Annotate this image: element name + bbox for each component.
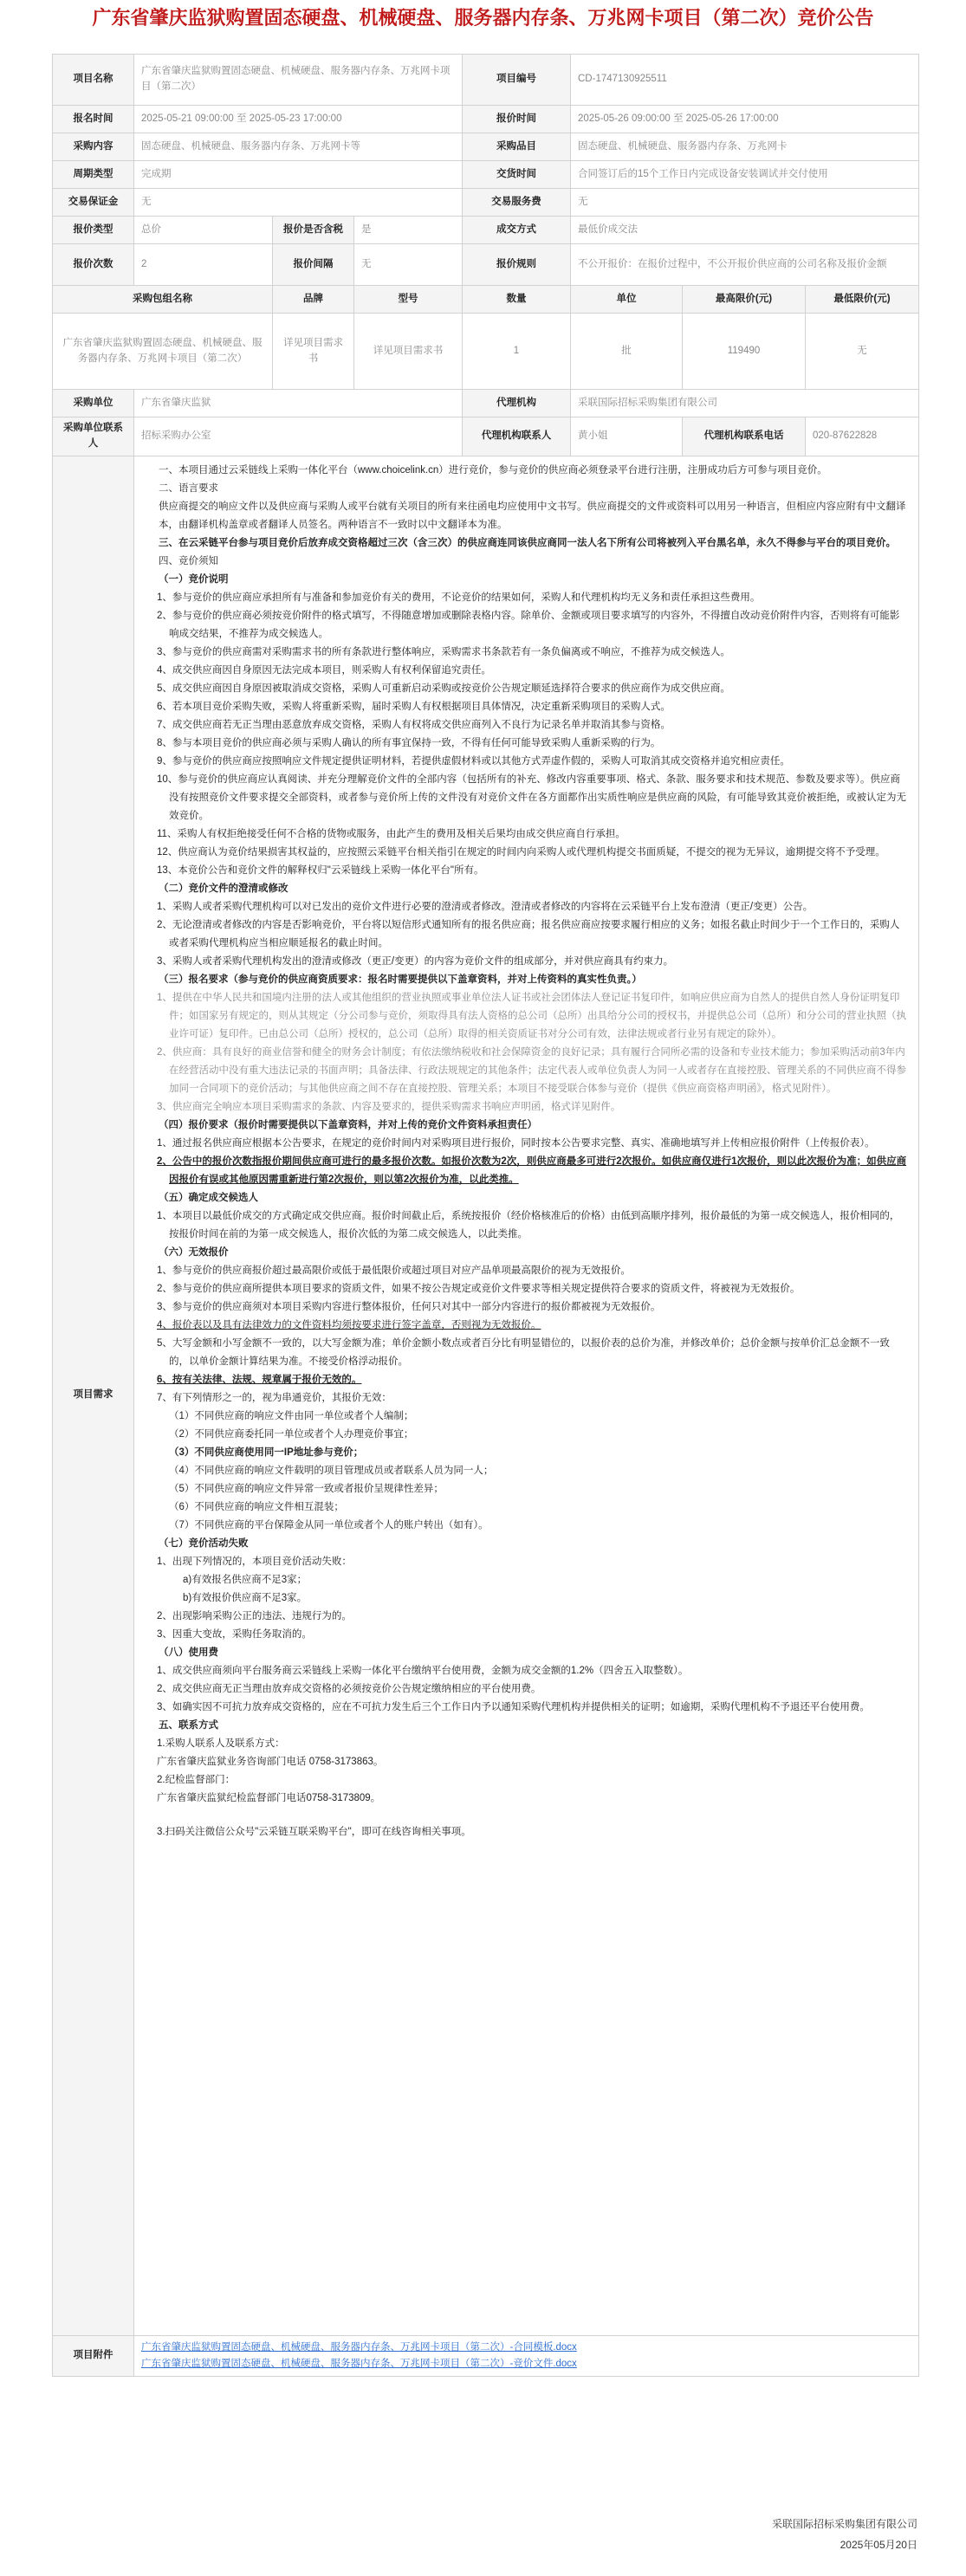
contact-label: 采购单位联系人 xyxy=(53,417,134,456)
bid-type-value: 总价 xyxy=(134,217,273,244)
signup-time-value: 2025-05-21 09:00:00 至 2025-05-23 17:00:00 xyxy=(134,106,463,133)
interval-label: 报价间隔 xyxy=(273,244,354,286)
package-col-brand: 品牌 xyxy=(273,286,354,314)
delivery-label: 交货时间 xyxy=(463,161,571,189)
deal-label: 成交方式 xyxy=(463,217,571,244)
package-brand: 详见项目需求书 xyxy=(273,314,354,390)
interval-value: 无 xyxy=(354,244,463,286)
contact-value: 招标采购办公室 xyxy=(134,417,463,456)
project-no-label: 项目编号 xyxy=(463,55,571,106)
agent-contact-label: 代理机构联系人 xyxy=(463,417,571,456)
package-col-qty: 数量 xyxy=(463,286,571,314)
package-unit: 批 xyxy=(571,314,683,390)
agent-value: 采联国际招标采购集团有限公司 xyxy=(571,390,919,417)
deposit-label: 交易保证金 xyxy=(53,189,134,217)
package-row xyxy=(53,314,919,390)
item-value: 固态硬盘、机械硬盘、服务器内存条、万兆网卡 xyxy=(571,133,919,161)
package-col-min-price: 最低限价(元) xyxy=(806,286,919,314)
bid-count-value: 2 xyxy=(134,244,273,286)
rule-value: 不公开报价：在报价过程中，不公开报价供应商的公司名称及报价金额 xyxy=(571,244,919,286)
attachment-contract-link[interactable]: 广东省肇庆监狱购置固态硬盘、机械硬盘、服务器内存条、万兆网卡项目（第二次）-合同模板.docx xyxy=(141,2341,577,2353)
info-table xyxy=(52,54,919,2377)
attachments-cell xyxy=(134,2335,919,2376)
package-header-row xyxy=(53,286,919,314)
project-no-value: CD-1747130925511 xyxy=(571,55,919,106)
delivery-value: 合同签订后的15个工作日内完成设备安装调试并交付使用 xyxy=(571,161,919,189)
period-value: 完成期 xyxy=(134,161,463,189)
project-name-label: 项目名称 xyxy=(53,55,134,106)
package-name: 广东省肇庆监狱购置固态硬盘、机械硬盘、服务器内存条、万兆网卡项目（第二次） xyxy=(53,314,273,390)
package-col-max-price: 最高限价(元) xyxy=(683,286,806,314)
buyer-label: 采购单位 xyxy=(53,390,134,417)
project-name-value: 广东省肇庆监狱购置固态硬盘、机械硬盘、服务器内存条、万兆网卡项目（第二次） xyxy=(134,55,463,106)
agent-contact-value: 黄小姐 xyxy=(571,417,683,456)
footer-date: 2025年05月20日 xyxy=(840,2539,917,2551)
content-label: 采购内容 xyxy=(53,133,134,161)
bid-type-label: 报价类型 xyxy=(53,217,134,244)
package-max-price: 119490 xyxy=(683,314,806,390)
requirements-label: 项目需求 xyxy=(53,456,134,2335)
deal-value: 最低价成交法 xyxy=(571,217,919,244)
package-qty: 1 xyxy=(463,314,571,390)
package-col-model: 型号 xyxy=(354,286,463,314)
attachments-label: 项目附件 xyxy=(53,2335,134,2376)
package-col-name: 采购包组名称 xyxy=(53,286,273,314)
agent-phone-label: 代理机构联系电话 xyxy=(683,417,806,456)
service-fee-label: 交易服务费 xyxy=(463,189,571,217)
service-fee-value: 无 xyxy=(571,189,919,217)
package-col-unit: 单位 xyxy=(571,286,683,314)
tax-label: 报价是否含税 xyxy=(273,217,354,244)
deposit-value: 无 xyxy=(134,189,463,217)
attachment-bid-document-link[interactable]: 广东省肇庆监狱购置固态硬盘、机械硬盘、服务器内存条、万兆网卡项目（第二次）-竞价文件.docx xyxy=(141,2358,577,2369)
signup-time-label: 报名时间 xyxy=(53,106,134,133)
tax-value: 是 xyxy=(354,217,463,244)
package-model: 详见项目需求书 xyxy=(354,314,463,390)
requirements-content: 一、本项目通过云采链线上采购一体化平台（www.choicelink.cn）进行竞价，参与竞价的供应商必须登录平台进行注册，注册成功后方可参与项目竞价。 二、语言要求 供应商提交的响应文件以及供应商与采购人或平台就有关项目的所有来往函电均应使用中文书写。供应商提交的文件或资料可以用另一种语言，但相应内容应附有中文翻译本，由翻译机构盖章或者翻译人员签名。两种语言不一致时以中文翻译本为准。 三、在云采链平台参与项目竞价后放弃成交资格超过三次（含三次）的供应商连同该供应商同一法人名下所有公司将被列入平台黑名单，永久不得参与平台的项目竞价。 四、竞价须知 （一）竞价说明 1、参与竞价的供应商应承担所有与准备和参加竞价有关的费用，不论竞价的结果如何，采购人和代理机构均无义务和责任承担这些费用。 2、参与竞价的供应商必须按竞价附件的格式填写，不得随意增加或删除表格内容。除单价、金额或项目要求填写的内容外，不得擅自改动竞价附件内容，否则将有可能影响成交结果，不推荐为成交候选人。 3、参与竞价的供应商需对采购需求书的所有条款进行整体响应，采购需求书条款若有一条负偏离或不响应，不推荐为成交候选人。 4、成交供应商因自身原因无法完成本项目，则采购人有权利保留追究责任。 5、成交供应商因自身原因被取消成交资格，采购人可重新启动采购或按竞价公告规定顺延选择符合要求的供应商作为成交供应商。 6、若本项目竞价采购失败，采购人将重新采购，届时采购人有权根据项目具体情况，决定重新采购项目的采购人式。 7、成交供应商若无正当理由恶意放弃成交资格，采购人有权将成交供应商列入不良行为记录名单并取消其参与资格。 8、参与本项目竞价的供应商必须与采购人确认的所有事宜保持一致，不得有任何可能导致采购人重新采购的行为。 9、参与竞价的供应商应按照响应文件规定提供证明材料，若提供虚假材料或以其他方式弄虚作假的，采购人可取消其成交资格并追究相应责任。 10、参与竞价的供应商应认真阅读、并充分理解竞价文件的全部内容（包括所有的补充、修改内容重要事项、格式、条款、服务要求和技术规范、参数及要求等）。供应商没有按照竞价文件要求提交全部资料，或者参与竞价所上传的文件没有对竞价文件在各方面都作出实质性响应是供应商的风险，有可能导致其竞价被拒绝，或被认定为无效竞价。 11、采购人有权拒绝接受任何不合格的货物或服务，由此产生的费用及相关后果均由成交供应商自行承担。 12、供应商认为竞价结果损害其权益的，应按照云采链平台相关指引在规定的时间内向采购人或代理机构提交书面质疑，不提交的视为无异议，逾期提交将不予受理。 13、本竞价公告和竞价文件的解释权归"云采链线上采购一体化平台"所有。 （二）竞价文件的澄清或修改 1、采购人或者采购代理机构可以对已发出的竞价文件进行必要的澄清或者修改。澄清或者修改的内容将在云采链平台上发布澄清（更正/变更）公告。 2、无论澄清或者修改的内容是否影响竞价，平台将以短信形式通知所有的报名供应商；报名供应商应按要求履行相应的义务；如报名截止时间少于一个工作日的，采购人或者采购代理机构应当相应顺延报名的截止时间。 3、采购人或者采购代理机构发出的澄清或修改（更正/变更）的内容为竞价文件的组成部分，并对供应商具有约束力。 （三）报名要求（参与竞价的供应商资质要求：报名时需要提供以下盖章资料，并对上传资料的真实性负责。） 1、提供在中华人民共和国境内注册的法人或其他组织的营业执照或事业单位法人证书或社会团体法人登记证书复印件，如响应供应商为自然人的提供自然人身份证明复印件；如国家另有规定的，则从其规定（分公司参与竞价，须取得具有法人资格的总公司（总所）出具给分公司的授权书，并提供总公司（总所）和分公司的营业执照（执业许可证）复印件。已由总公司（总所）授权的，总公司（总所）取得的相关资质证书对分公司有效，法律法规或者行业另有规定的除外）。 2、供应商：具有良好的商业信誉和健全的财务会计制度；有依法缴纳税收和社会保障资金的良好记录；具有履行合同所必需的设备和专业技术能力；参加采购活动前3年内在经营活动中没有重大违法记录的书面声明；具备法律、行政法规规定的其他条件；法定代表人或单位负责人为同一人或者存在直接控股、管理关系的不同供应商不得参加同一合同项下的竞价活动；与其他供应商之间不存在直接控股、管理关系；本项目不接受联合体参与竞价（提供《供应商资格声明函》，格式见附件）。 3、供应商完全响应本项目采购需求的条款、内容及要求的，提供采购需求书响应声明函，格式详见附件。 （四）报价要求（报价时需要提供以下盖章资料，并对上传的竞价文件资料承担责任） 1、通过报名供应商应根据本公告要求，在规定的竞价时间内对采购项目进行报价，同时按本公告要求完整、真实、准确地填写并上传相应报价附件（上传报价表）。 2、公告中的报价次数指报价期间供应商可进行的最多报价次数。如报价次数为2次，则供应商最多可进行2次报价。如供应商仅进行1次报价，则以此次报价为准；如供应商因报价有误或其他原因需重新进行第2次报价，则以第2次报价为准，以此类推。 （五）确定成交候选人 1、本项目以最低价成交的方式确定成交供应商。报价时间截止后，系统按报价（经价格核准后的价格）由低到高顺序排列，报价最低的为第一成交候选人，报价相同的，按报价时间在前的为第一成交候选人，报价次低的为第二成交候选人，以此类推。 （六）无效报价 1、参与竞价的供应商报价超过最高限价或低于最低限价或超过项目对应产品单项最高限价的视为无效报价。 2、参与竞价的供应商所提供本项目要求的资质文件，如果不按公告规定或竞价文件要求等相关规定提供符合要求的资质文件，将被视为无效报价。 3、参与竞价的供应商须对本项目采购内容进行整体报价，任何只对其中一部分内容进行的报价都被视为无效报价。 4、报价表以及具有法律效力的文件资料均须按要求进行签字盖章，否则视为无效报价。 5、大写金额和小写金额不一致的，以大写金额为准；单价金额小数点或者百分比有明显错位的，以报价表的总价为准，并修改单价；总价金额与按单价汇总金额不一致的，以单价金额计算结果为准。不接受价格浮动报价。 6、按有关法律、法规、规章属于报价无效的。 7、有下列情形之一的，视为串通竞价，其报价无效： （1）不同供应商的响应文件由同一单位或者个人编制； （2）不同供应商委托同一单位或者个人办理竞价事宜； （3）不同供应商使用同一IP地址参与竞价； （4）不同供应商的响应文件载明的项目管理成员或者联系人员为同一人； （5）不同供应商的响应文件异常一致或者报价呈规律性差异； （6）不同供应商的响应文件相互混装； （7）不同供应商的平台保障金从同一单位或者个人的账户转出（如有）。 （七）竞价活动失败 1、出现下列情况的，本项目竞价活动失败： a)有效报名供应商不足3家； b)有效报价供应商不足3家。 2、出现影响采购公正的违法、违规行为的。 3、因重大变故，采购任务取消的。 （八）使用费 1、成交供应商须向平台服务商云采链线上采购一体化平台缴纳平台使用费，金额为成交金额的1.2%（四舍五入取整数）。 2、成交供应商无正当理由放弃成交资格的必须按竞价公告规定缴纳相应的平台使用费。 3、如确实因不可抗力放弃成交资格的，应在不可抗力发生后三个工作日内予以通知采购代理机构并提供相关的证明；如逾期，采购代理机构不予退还平台使用费。 五、联系方式 1.采购人联系人及联系方式： 广东省肇庆监狱业务咨询部门电话 0758-3173863。 2.纪检监督部门： 广东省肇庆监狱纪检监督部门电话0758-3173809。 3.扫码关注微信公众号"云采链互联采购平台"，即可在线咨询相关事项。 xyxy=(157,464,907,1837)
agent-label: 代理机构 xyxy=(463,390,571,417)
footer-company: 采联国际招标采购集团有限公司 xyxy=(771,2518,917,2530)
item-label: 采购品目 xyxy=(463,133,571,161)
agent-phone-value: 020-87622828 xyxy=(806,417,919,456)
footer xyxy=(772,2514,917,2555)
package-min-price: 无 xyxy=(806,314,919,390)
period-label: 周期类型 xyxy=(53,161,134,189)
bid-count-label: 报价次数 xyxy=(53,244,134,286)
bid-time-value: 2025-05-26 09:00:00 至 2025-05-26 17:00:00 xyxy=(571,106,919,133)
content-value: 固态硬盘、机械硬盘、服务器内存条、万兆网卡等 xyxy=(134,133,463,161)
page-title: 广东省肇庆监狱购置固态硬盘、机械硬盘、服务器内存条、万兆网卡项目（第二次）竞价公告 xyxy=(92,7,874,29)
bid-time-label: 报价时间 xyxy=(463,106,571,133)
rule-label: 报价规则 xyxy=(463,244,571,286)
requirements-cell xyxy=(134,456,919,2335)
buyer-value: 广东省肇庆监狱 xyxy=(134,390,463,417)
